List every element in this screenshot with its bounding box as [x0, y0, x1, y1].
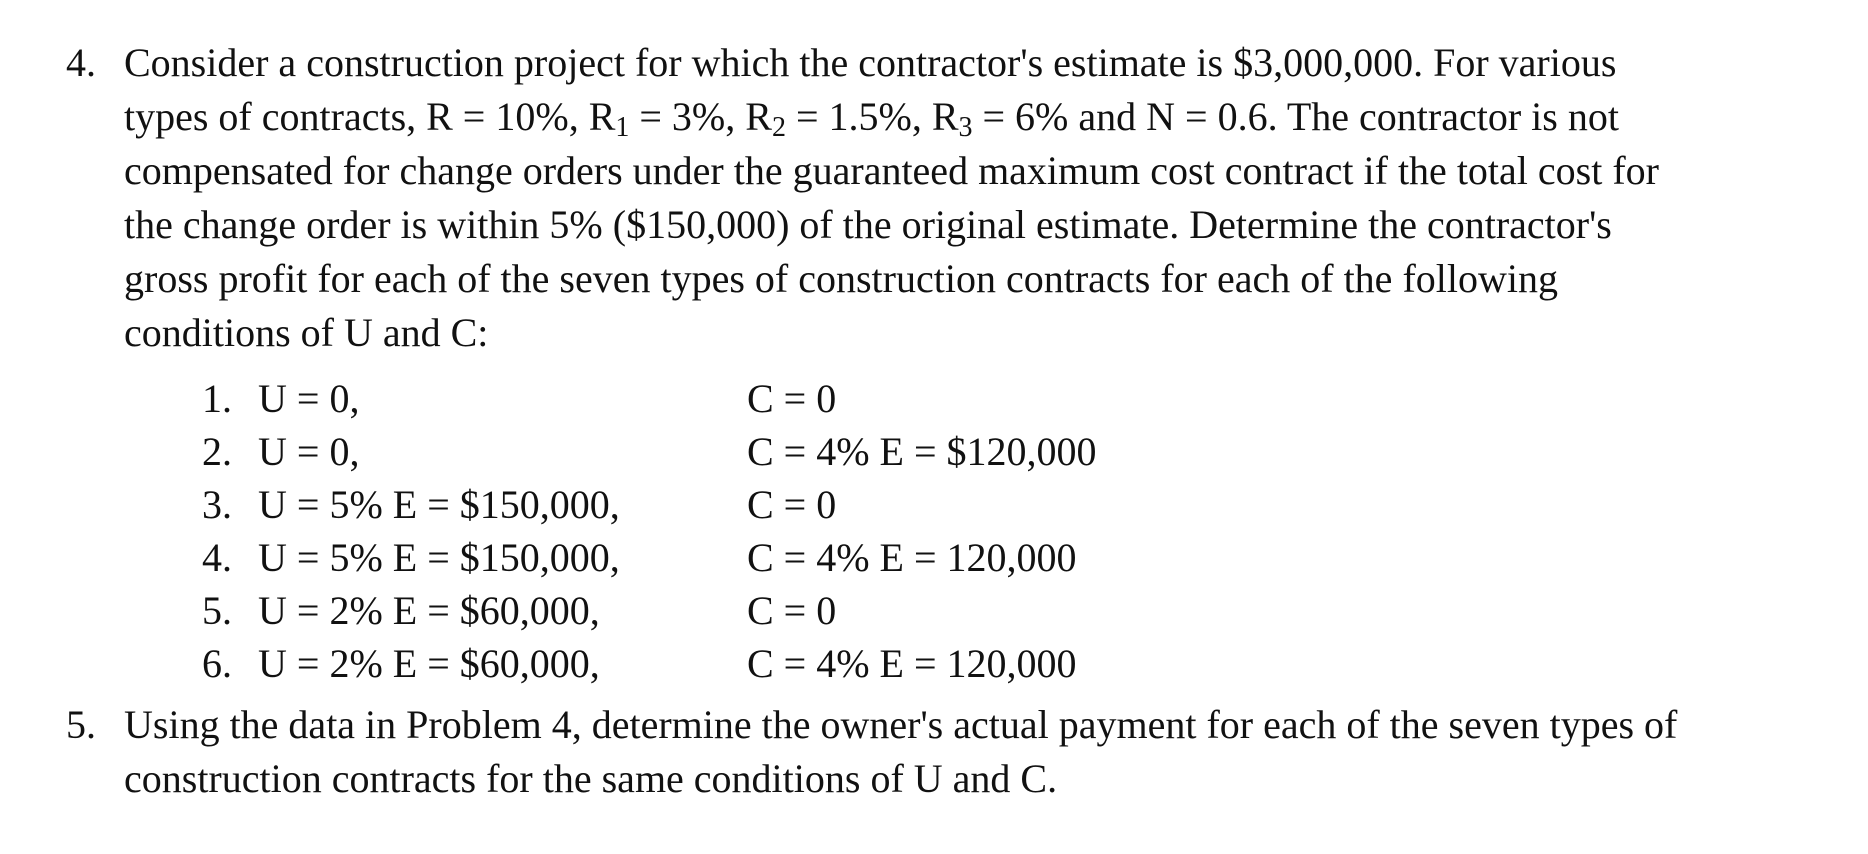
condition-item — [202, 478, 1202, 531]
condition-u-value: U = 5% E = $150,000, — [258, 535, 620, 580]
condition-number: 3. — [202, 482, 232, 527]
condition-u-value: U = 0, — [258, 376, 360, 421]
condition-c-value: C = 0 — [747, 376, 837, 421]
condition-u-value: U = 0, — [258, 429, 360, 474]
problem-5-text — [124, 698, 1864, 806]
condition-number: 6. — [202, 641, 232, 686]
conditions-list — [202, 372, 1202, 690]
problem-4-line-6: conditions of U and C: — [124, 310, 489, 355]
subscript-3: 3 — [958, 112, 973, 143]
problem-4-number: 4. — [66, 40, 96, 85]
condition-u-value: U = 2% E = $60,000, — [258, 641, 600, 686]
problem-4-line-2-part-a: types of contracts, R = 10%, R — [124, 94, 616, 139]
problem-4-text — [124, 36, 1864, 360]
condition-item — [202, 637, 1202, 690]
condition-c-value: C = 0 — [747, 482, 837, 527]
problem-4-line-2 — [124, 90, 1864, 144]
problem-5 — [66, 698, 1856, 808]
condition-c-value: C = 4% E = $120,000 — [747, 429, 1097, 474]
subscript-2: 2 — [771, 112, 786, 143]
problem-4-line-4: the change order is within 5% ($150,000) of the original estimate. Determine the contractor's — [124, 202, 1612, 247]
problem-4-line-2-part-c: = 1.5%, R — [785, 94, 959, 139]
condition-u-value: U = 2% E = $60,000, — [258, 588, 600, 633]
condition-u-value: U = 5% E = $150,000, — [258, 482, 620, 527]
condition-number: 5. — [202, 588, 232, 633]
condition-item — [202, 425, 1202, 478]
condition-number: 2. — [202, 429, 232, 474]
condition-number: 4. — [202, 535, 232, 580]
problem-5-line-2: construction contracts for the same conditions of U and C. — [124, 756, 1058, 801]
condition-item — [202, 372, 1202, 425]
problem-4 — [66, 36, 1856, 366]
condition-c-value: C = 4% E = 120,000 — [747, 641, 1077, 686]
problem-4-line-2-part-d: = 6% and N = 0.6. The contractor is not — [972, 94, 1619, 139]
condition-c-value: C = 4% E = 120,000 — [747, 535, 1077, 580]
condition-item — [202, 584, 1202, 637]
subscript-1: 1 — [615, 112, 630, 143]
problem-4-line-2-part-b: = 3%, R — [629, 94, 772, 139]
problem-4-line-1: Consider a construction project for which the contractor's estimate is $3,000,000. For various — [124, 40, 1617, 85]
problem-5-line-1: Using the data in Problem 4, determine the owner's actual payment for each of the seven types of — [124, 702, 1678, 747]
problem-5-number: 5. — [66, 702, 96, 747]
problem-4-line-3: compensated for change orders under the guaranteed maximum cost contract if the total cost for — [124, 148, 1659, 193]
condition-c-value: C = 0 — [747, 588, 837, 633]
problem-4-line-5: gross profit for each of the seven types of construction contracts for each of the following — [124, 256, 1558, 301]
condition-number: 1. — [202, 376, 232, 421]
condition-item — [202, 531, 1202, 584]
